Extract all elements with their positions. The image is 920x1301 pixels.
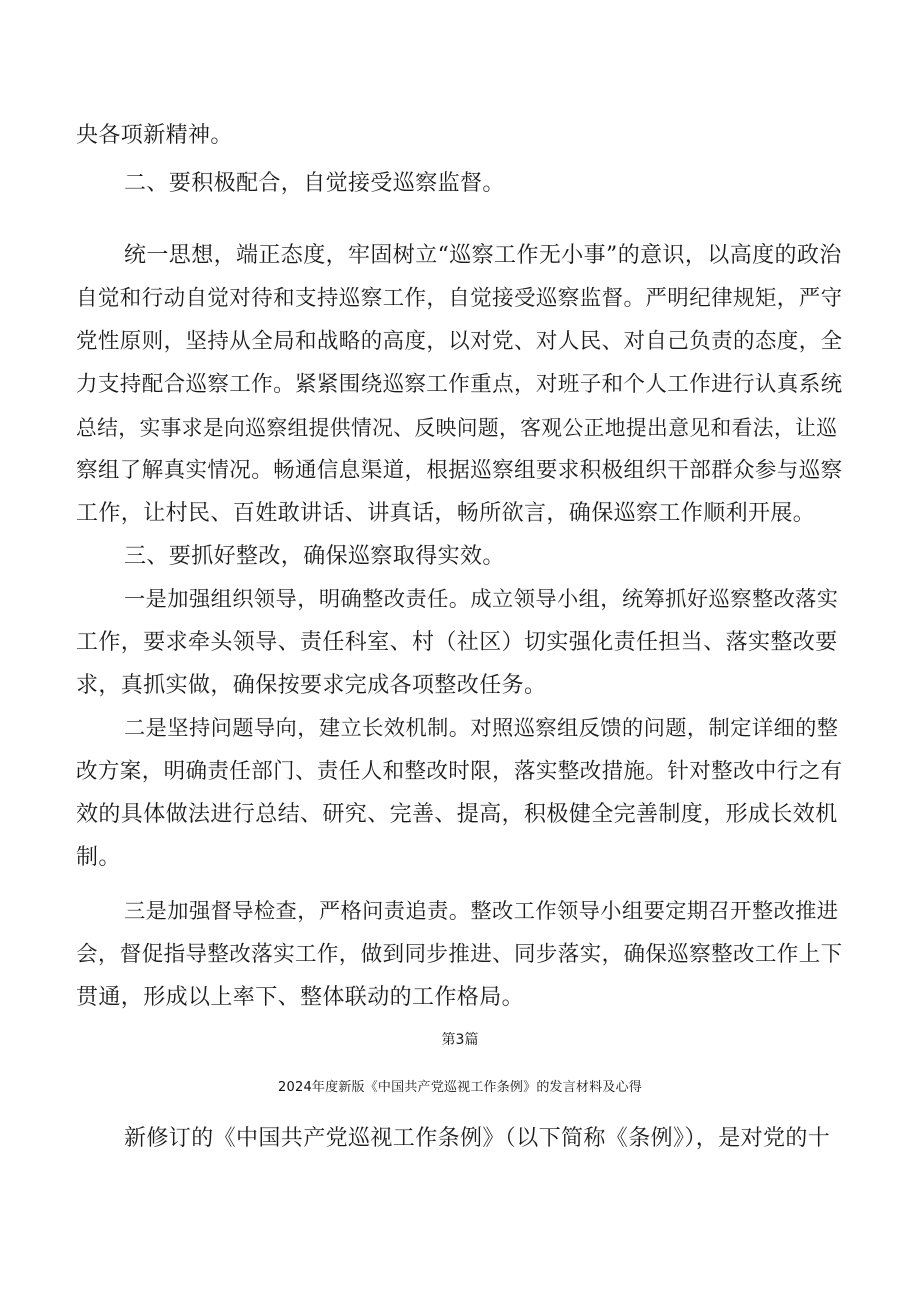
paragraph-line: 工作，让村民、百姓敢讲话、讲真话，畅所欲言，确保巡察工作顺利开展。 [76,501,816,526]
section-heading-2: 二、要积极配合，自觉接受巡察监督。 [124,171,505,196]
paragraph-line: 三是加强督导检查，严格问责追责。整改工作领导小组要定期召开整改推进 [124,899,839,924]
paragraph-line: 效的具体做法进行总结、研究、完善、提高，积极健全完善制度，形成长效机 [76,802,838,827]
paragraph-line: 求，真抓实做，确保按要求完成各项整改任务。 [76,673,547,698]
article-title: 2024年度新版《中国共产党巡视工作条例》的发言材料及心得 [278,1080,642,1095]
paragraph-line: 工作，要求牵头领导、责任科室、村（社区）切实强化责任担当、落实整改要 [76,630,838,655]
paragraph-line: 会，督促指导整改落实工作，做到同步推进、同步落实，确保巡察整改工作上下 [76,942,843,967]
paragraph-line: 力支持配合巡察工作。紧紧围绕巡察工作重点，对班子和个人工作进行认真系统 [76,372,843,397]
paragraph-line: 总结，实事求是向巡察组提供情况、反映问题，客观公正地提出意见和看法，让巡 [76,416,838,440]
part-heading: 第3篇 [441,1032,479,1048]
paragraph-line: 察组了解真实情况。畅通信息渠道，根据巡察组要求积极组织干部群众参与巡察 [76,458,843,483]
paragraph-line: 贯通，形成以上率下、整体联动的工作格局。 [76,985,525,1010]
paragraph-line: 改方案，明确责任部门、责任人和整改时限，落实整改措施。针对整改中行之有 [76,759,843,784]
paragraph-line: 统一思想，端正态度，牢固树立“巡察工作无小事”的意识，以高度的政治 [124,243,842,268]
paragraph-line: 二是坚持问题导向，建立长效机制。对照巡察组反馈的问题，制定详细的整 [124,716,839,741]
paragraph-line: 新修订的《中国共产党巡视工作条例》（以下简称《条例》），是对党的十 [124,1126,831,1151]
paragraph-line: 一是加强组织领导，明确整改责任。成立领导小组，统筹抓好巡察整改落实 [124,587,839,612]
section-heading-3: 三、要抓好整改，确保巡察取得实效。 [124,544,505,569]
paragraph-line: 央各项新精神。 [76,123,233,148]
paragraph-line: 自觉和行动自觉对待和支持巡察工作，自觉接受巡察监督。严明纪律规矩，严守 [76,286,843,311]
paragraph-line: 制。 [76,845,121,870]
paragraph-line: 党性原则，坚持从全局和战略的高度，以对党、对人民、对自己负责的态度，全 [76,329,843,354]
